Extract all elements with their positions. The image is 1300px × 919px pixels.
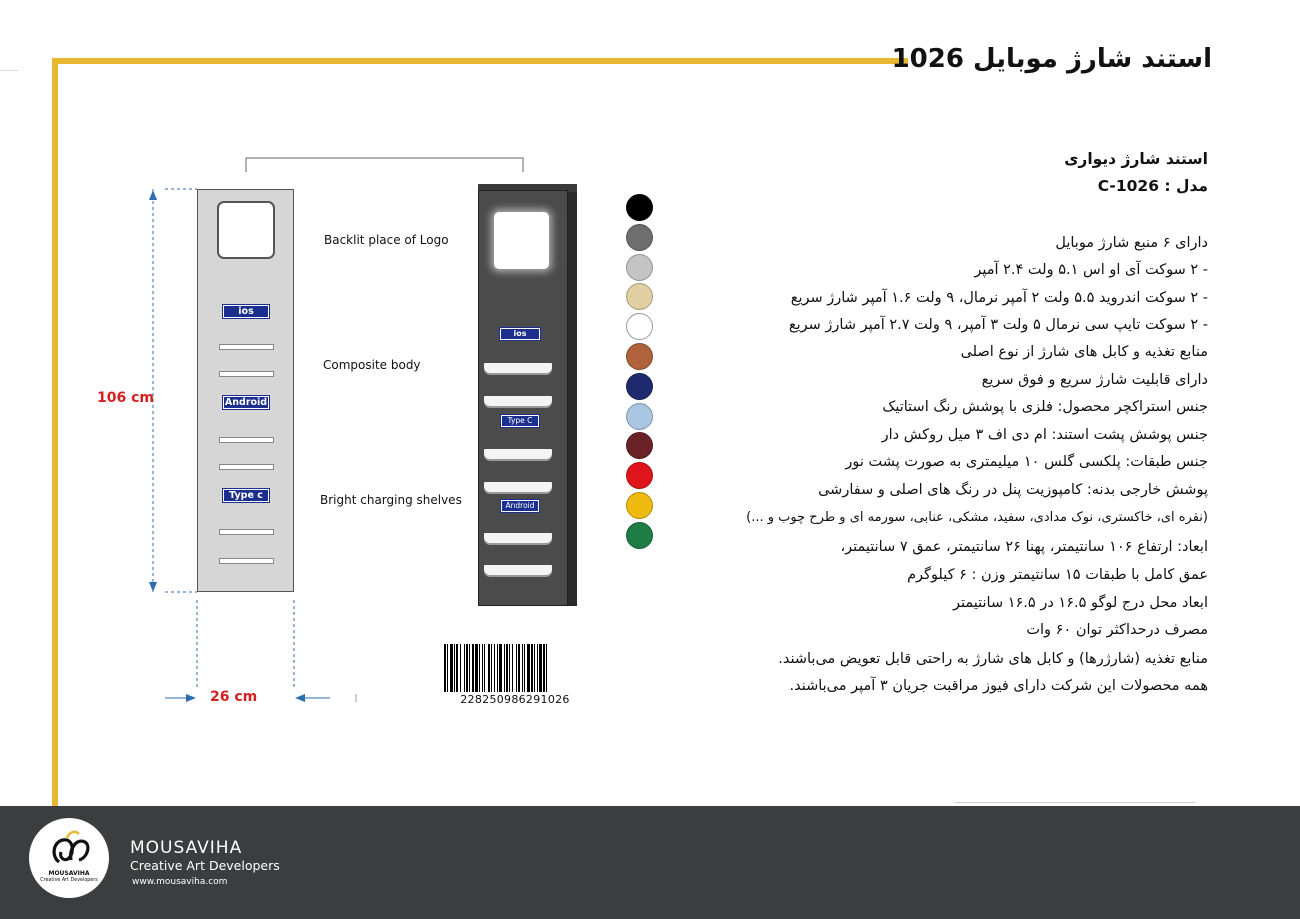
barcode-bar: [512, 644, 513, 692]
color-swatch: [626, 492, 653, 519]
barcode-bar: [447, 644, 448, 692]
footer-tagline: Creative Art Developers: [130, 858, 280, 873]
barcode-bar: [484, 644, 485, 692]
barcode-bar: [482, 644, 483, 692]
barcode: [442, 644, 588, 692]
page-title: استند شارژ موبایل 1026: [891, 44, 1212, 74]
barcode-bar: [546, 644, 547, 692]
barcode-number: 228250986291026: [460, 693, 570, 706]
cabinet-ios-badge: ios: [500, 328, 540, 340]
barcode-bar: [488, 644, 490, 692]
cabinet-typec-badge: Type C: [501, 415, 539, 427]
cabinet-shelf: [484, 449, 552, 459]
barcode-bar: [527, 644, 530, 692]
color-swatch: [626, 403, 653, 430]
spec-line: دارای ۶ منبع شارژ موبایل: [1055, 235, 1208, 251]
spec-line: پوشش خارجی بدنه: کامپوزیت پنل در رنگ های اصلی و سفارشی: [818, 482, 1208, 498]
front-slot: [219, 529, 274, 535]
barcode-bar: [522, 644, 523, 692]
cabinet-shelf: [484, 482, 552, 492]
barcode-bar: [464, 644, 465, 692]
front-logo-window: [217, 201, 275, 259]
spec-line: جنس طبقات: پلکسی گلس ۱۰ میلیمتری به صورت پشت نور: [845, 454, 1208, 470]
front-slot: [219, 437, 274, 443]
footer-brand: MOUSAVIHA: [130, 838, 243, 858]
barcode-bar: [450, 644, 453, 692]
spec-line: - ۲ سوکت آی او اس ۵.۱ ولت ۲.۴ آمپر: [974, 262, 1208, 278]
label-logo: Backlit place of Logo: [324, 233, 449, 247]
barcode-bar: [524, 644, 525, 692]
barcode-bar: [456, 644, 458, 692]
barcode-bar: [475, 644, 478, 692]
barcode-bar: [469, 644, 470, 692]
width-dimension-label: 26 cm: [210, 689, 258, 705]
cabinet-shelf: [484, 363, 552, 373]
spec-line: (نقره ای، خاکستری، نوک مدادی، سفید، مشکی، عنابی، سورمه ای و طرح چوب و ...): [746, 510, 1208, 525]
color-swatch: [626, 462, 653, 489]
height-dimension-label: 106 cm: [97, 390, 154, 406]
color-swatch: [626, 254, 653, 281]
barcode-bar: [479, 644, 480, 692]
spec-line: ابعاد: ارتفاع ۱۰۶ سانتیمتر، پهنا ۲۶ سانتیمتر، عمق ۷ سانتیمتر،: [840, 539, 1208, 555]
barcode-bar: [534, 644, 535, 692]
label-body: Composite body: [323, 358, 421, 372]
front-slot: [219, 464, 274, 470]
front-android-badge: Android: [224, 397, 268, 408]
spec-line: همه محصولات این شرکت دارای فیوز مراقبت جریان ۳ آمپر می‌باشند.: [789, 678, 1208, 694]
company-logo: [29, 818, 109, 898]
spec-line: - ۲ سوکت تایپ سی نرمال ۵ ولت ۳ آمپر، ۹ ولت ۲.۷ آمپر شارژ سریع: [788, 317, 1208, 333]
barcode-bar: [516, 644, 517, 692]
barcode-bar: [497, 644, 498, 692]
spec-line: منابع تغذیه (شارژرها) و کابل های شارژ به راحتی قابل تعویض می‌باشند.: [778, 651, 1208, 667]
color-swatch: [626, 343, 653, 370]
footer-url: www.mousaviha.com: [132, 877, 228, 887]
spec-line: مصرف درحداکثر توان ۶۰ وات: [1026, 622, 1208, 638]
spec-header-1: استند شارژ دیواری: [1064, 150, 1208, 168]
spec-line: ابعاد محل درج لوگو ۱۶.۵ در ۱۶.۵ سانتیمتر: [953, 595, 1208, 611]
barcode-bar: [494, 644, 495, 692]
barcode-bar: [491, 644, 492, 692]
cabinet-shelf: [484, 533, 552, 543]
color-swatch: [626, 522, 653, 549]
spec-line: - ۲ سوکت اندروید ۵.۵ ولت ۲ آمپر نرمال، ۹ ولت ۱.۶ آمپر شارژ سریع: [790, 290, 1208, 306]
front-slot: [219, 371, 274, 377]
color-swatch: [626, 194, 653, 221]
barcode-bar: [537, 644, 538, 692]
cabinet-logo-window: [494, 212, 549, 269]
spec-line: جنس پوشش پشت استند: ام دی اف ۳ میل روکش دار: [881, 427, 1208, 443]
barcode-bar: [531, 644, 533, 692]
color-swatch: [626, 373, 653, 400]
spec-line: جنس استراکچر محصول: فلزی با پوشش رنگ استاتیک: [882, 399, 1208, 415]
cabinet-android-badge: Android: [501, 500, 539, 512]
logo-caption-brand: MOUSAVIHA: [48, 870, 90, 877]
barcode-bar: [518, 644, 520, 692]
cabinet-shelf: [484, 565, 552, 575]
label-shelves: Bright charging shelves: [320, 493, 462, 507]
barcode-bar: [509, 644, 510, 692]
footer-rule: [955, 802, 1195, 803]
logo-caption-tagline: Creative Art Developers: [40, 878, 98, 883]
front-typec-badge: Type c: [223, 489, 269, 502]
spec-header-2: مدل : C-1026: [1097, 177, 1208, 195]
logo-mark-icon: [29, 818, 109, 898]
front-ios-badge: ios: [223, 305, 269, 318]
barcode-bar: [506, 644, 508, 692]
spec-line: منابع تغذیه و کابل های شارژ از نوع اصلی: [960, 344, 1208, 360]
barcode-bar: [466, 644, 468, 692]
barcode-bar: [460, 644, 461, 692]
cabinet-shelf: [484, 396, 552, 406]
barcode-bar: [539, 644, 542, 692]
barcode-bar: [504, 644, 505, 692]
barcode-bar: [454, 644, 455, 692]
spec-line: دارای قابلیت شارژ سریع و فوق سریع: [981, 372, 1208, 388]
barcode-bar: [499, 644, 502, 692]
color-swatch: [626, 313, 653, 340]
front-slot: [219, 344, 274, 350]
barcode-bar: [543, 644, 545, 692]
spec-line: عمق کامل با طبقات ۱۵ سانتیمتر وزن : ۶ کیلوگرم: [907, 567, 1208, 583]
barcode-bar: [444, 644, 446, 692]
color-swatch: [626, 224, 653, 251]
barcode-bar: [472, 644, 474, 692]
front-slot: [219, 558, 274, 564]
